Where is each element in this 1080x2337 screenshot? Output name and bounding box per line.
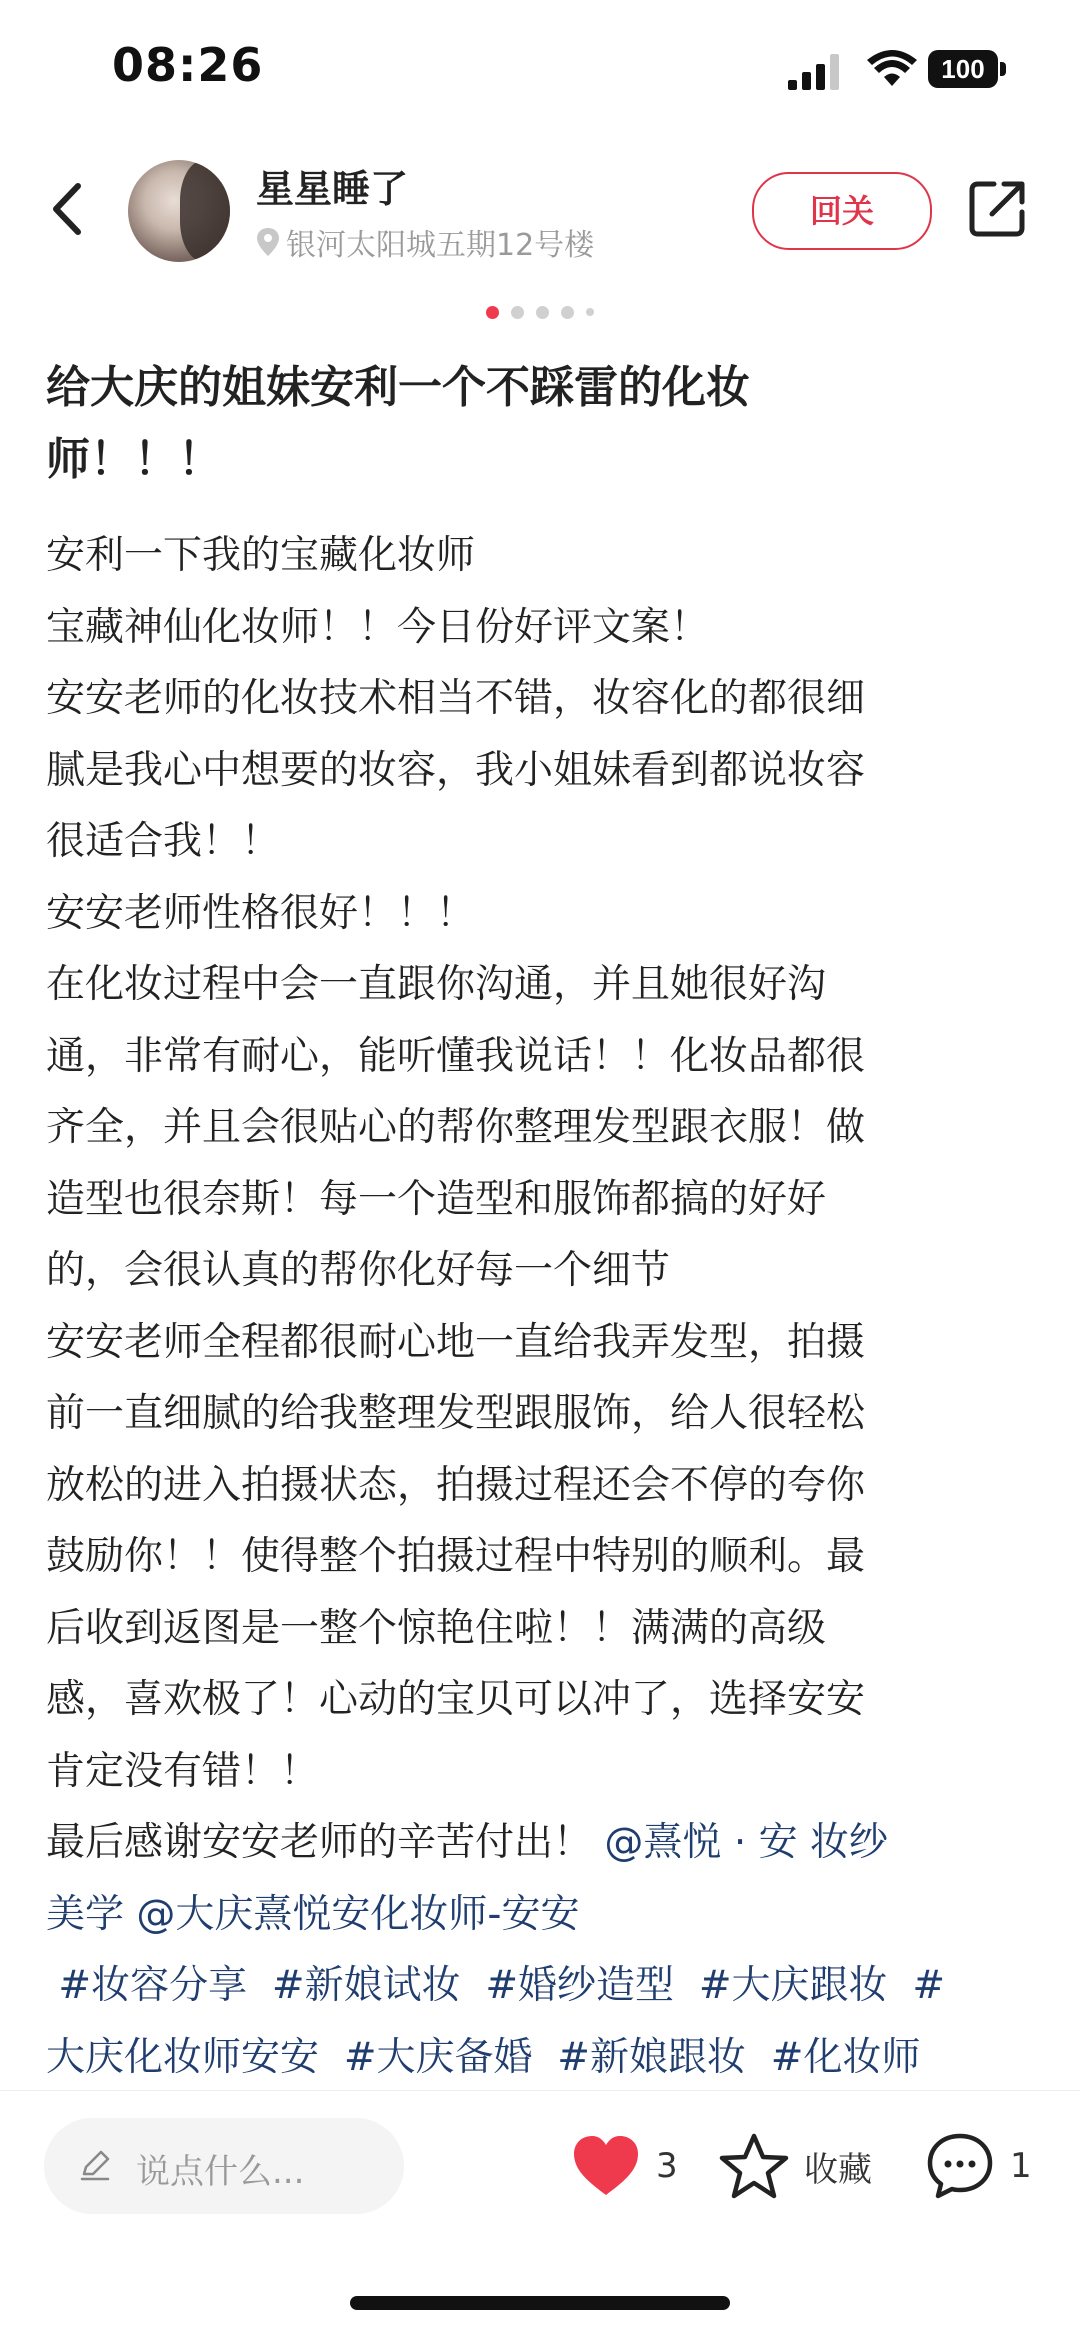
tags-line <box>46 2022 1046 2094</box>
body-line: 前一直细腻的给我整理发型跟服饰，给人很轻松 <box>46 1391 866 1436</box>
carousel-dot-active <box>486 306 499 319</box>
hashtag[interactable]: #大庆跟妆 <box>698 1963 888 2008</box>
body-line: 的，会很认真的帮你化好每一个细节 <box>46 1248 671 1293</box>
body-line: 通，非常有耐心，能听懂我说话！！化妆品都很 <box>46 1033 866 1079</box>
body-line: 放松的进入拍摄状态，拍摄过程还会不停的夸你 <box>46 1462 866 1508</box>
body-line: 鼓励你！！使得整个拍摄过程中特别的顺利。最 <box>46 1534 866 1579</box>
star-icon <box>718 2131 790 2201</box>
closing-text: 最后感谢安安老师的辛苦付出！ <box>46 1820 593 1865</box>
cellular-signal-icon <box>786 52 846 92</box>
heart-icon <box>570 2133 642 2199</box>
carousel-dot <box>586 308 594 316</box>
wifi-icon <box>866 50 918 90</box>
hashtag[interactable]: #化妆师 <box>770 2034 921 2080</box>
hashtag[interactable]: #新娘跟妆 <box>557 2034 746 2080</box>
edit-pen-icon <box>78 2148 112 2182</box>
post-header <box>0 150 1080 280</box>
carousel-dot <box>511 306 524 319</box>
location[interactable] <box>256 220 594 264</box>
body-line: 肯定没有错！！ <box>46 1748 320 1794</box>
comment-input[interactable] <box>44 2118 404 2214</box>
image-carousel-indicator <box>0 302 1080 322</box>
share-icon[interactable] <box>964 176 1030 242</box>
collect-button[interactable] <box>718 2130 872 2202</box>
body-line: 感，喜欢极了！心动的宝贝可以冲了，选择安安 <box>46 1677 866 1722</box>
home-indicator[interactable] <box>350 2296 730 2310</box>
status-bar <box>0 0 1080 140</box>
carousel-dot <box>561 306 574 319</box>
battery-icon <box>928 50 1008 88</box>
comment-placeholder: 说点什么... <box>136 2152 305 2192</box>
username[interactable]: 星星睡了 <box>256 167 409 211</box>
body-line: 安安老师性格很好！！！ <box>46 890 476 936</box>
hashtag[interactable]: # <box>912 1963 946 2008</box>
like-button[interactable] <box>570 2130 678 2202</box>
bottom-divider <box>0 2090 1080 2091</box>
mention-link[interactable]: 美学 <box>46 1891 125 1937</box>
body-line: 安安老师全程都很耐心地一直给我弄发型，拍摄 <box>46 1319 866 1365</box>
follow-back-button[interactable]: 回关 <box>752 172 932 250</box>
hashtag[interactable]: #新娘试妆 <box>271 1963 461 2008</box>
battery-level: 100 <box>928 50 998 88</box>
tags-line <box>46 1950 1046 2022</box>
back-icon[interactable] <box>40 174 100 244</box>
location-text: 银河太阳城五期12号楼 <box>286 228 595 263</box>
hashtag[interactable]: 大庆化妆师安安 <box>46 2034 320 2080</box>
hashtag[interactable]: #婚纱造型 <box>485 1963 675 2008</box>
comment-button[interactable] <box>924 2128 1032 2204</box>
body-line: 在化妆过程中会一直跟你沟通，并且她很好沟 <box>46 962 827 1007</box>
body-line: 腻是我心中想要的妆容，我小姐妹看到都说妆容 <box>46 747 866 793</box>
body-line: 安安老师的化妆技术相当不错，妆容化的都很细 <box>46 676 866 721</box>
body-line: 后收到返图是一整个惊艳住啦！！满满的高级 <box>46 1605 827 1651</box>
comment-count: 1 <box>1010 2146 1032 2186</box>
status-time: 08:26 <box>112 38 264 92</box>
carousel-dot <box>536 306 549 319</box>
hashtag[interactable]: #大庆备婚 <box>343 2034 533 2080</box>
body-line: 齐全，并且会很贴心的帮你整理发型跟衣服！做 <box>46 1105 866 1150</box>
body-line: 安利一下我的宝藏化妆师 <box>46 533 476 578</box>
mention-line <box>46 1879 1046 1951</box>
hashtag[interactable]: #妆容分享 <box>58 1963 248 2008</box>
body-line: 宝藏神仙化妆师！！今日份好评文案！ <box>46 604 710 650</box>
location-pin-icon <box>256 227 280 257</box>
mention-link[interactable]: @熹悦 · 安 妆纱 <box>604 1820 889 1865</box>
closing-line <box>46 1807 1046 1879</box>
post-body <box>46 520 1046 2093</box>
avatar[interactable] <box>128 160 230 262</box>
mention-link[interactable]: @大庆熹悦安化妆师-安安 <box>136 1891 580 1937</box>
collect-label: 收藏 <box>804 2149 872 2190</box>
like-count: 3 <box>656 2146 678 2186</box>
body-line: 造型也很奈斯！每一个造型和服饰都搞的好好 <box>46 1176 827 1222</box>
comment-bubble-icon <box>924 2130 996 2202</box>
post-title: 给大庆的姐妹安利一个不踩雷的化妆 师！！！ <box>46 362 750 485</box>
body-line: 很适合我！！ <box>46 819 281 864</box>
